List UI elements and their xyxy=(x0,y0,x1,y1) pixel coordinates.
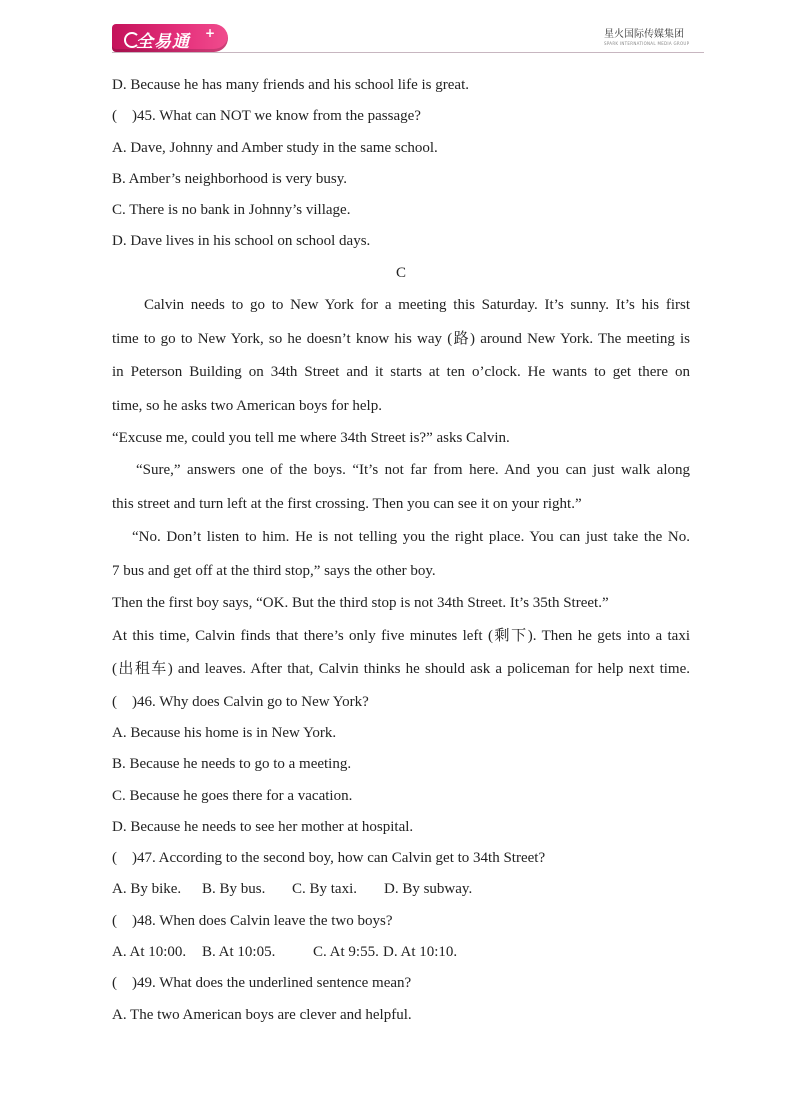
q48-option-d: D. At 10:10. xyxy=(383,944,458,961)
passage-line: time to go to New York, so he doesn’t know his way (路) around New York. The meeting is xyxy=(112,330,690,347)
logo-text: 全易通 xyxy=(136,32,190,52)
passage-line: (出租车) and leaves. After that, Calvin thinks he should ask a policeman for help next time. xyxy=(112,661,690,678)
q46-option-a: A. Because his home is in New York. xyxy=(112,724,337,741)
passage-line: At this time, Calvin finds that there’s only five minutes left (剩下). Then he gets into a taxi xyxy=(112,627,690,644)
passage-line: Calvin needs to go to New York for a meeting this Saturday. It’s sunny. It’s his first xyxy=(144,297,690,314)
q47-option-d: D. By subway. xyxy=(384,881,473,898)
q48-question: ( )48. When does Calvin leave the two boys? xyxy=(112,912,393,929)
brand-name: 星火国际传媒集团 xyxy=(604,29,684,40)
brand-block xyxy=(604,29,690,46)
q46-option-d: D. Because he needs to see her mother at hospital. xyxy=(112,818,414,835)
q48-options xyxy=(112,937,690,968)
header-divider xyxy=(112,52,704,53)
q48-option-b: B. At 10:05. xyxy=(202,944,276,961)
q49-option-a: A. The two American boys are clever and helpful. xyxy=(112,1006,412,1023)
q44-option-d: D. Because he has many friends and his school life is great. xyxy=(112,77,469,93)
passage-paragraph-4 xyxy=(112,521,690,588)
page-header xyxy=(0,0,800,60)
passage-paragraph-3 xyxy=(112,454,690,521)
page-content xyxy=(112,70,690,1031)
passage-line: this street and turn left at the first crossing. Then you can see it on your right.” xyxy=(112,495,582,512)
q47-option-a: A. By bike. xyxy=(112,881,182,898)
q47-option-c: C. By taxi. xyxy=(292,881,358,898)
q46-question: ( )46. Why does Calvin go to New York? xyxy=(112,693,369,710)
section-heading: C xyxy=(395,264,406,281)
passage-line: “Sure,” answers one of the boys. “It’s not far from here. And you can just walk along xyxy=(136,462,690,479)
q46-option-b: B. Because he needs to go to a meeting. xyxy=(112,756,352,773)
q46-option-c: C. Because he goes there for a vacation. xyxy=(112,787,353,804)
passage-line: 7 bus and get off at the third stop,” says the other boy. xyxy=(112,562,436,579)
passage-paragraph-5: Then the first boy says, “OK. But the third stop is not 34th Street. It’s 35th Street.” xyxy=(112,595,609,612)
passage-paragraph-1 xyxy=(112,289,690,423)
q45-option-a: A. Dave, Johnny and Amber study in the same school. xyxy=(112,139,438,156)
q47-options xyxy=(112,874,690,905)
q48-option-a: A. At 10:00. xyxy=(112,944,187,961)
passage-paragraph-2: “Excuse me, could you tell me where 34th Street is?” asks Calvin. xyxy=(112,430,510,447)
q45-option-b: B. Amber’s neighborhood is very busy. xyxy=(112,170,347,187)
q49-question: ( )49. What does the underlined sentence mean? xyxy=(112,975,412,992)
q47-question: ( )47. According to the second boy, how can Calvin get to 34th Street? xyxy=(112,850,546,867)
q45-option-d: D. Dave lives in his school on school days. xyxy=(112,233,371,250)
publisher-logo xyxy=(112,24,228,52)
q45-question: ( )45. What can NOT we know from the passage? xyxy=(112,108,421,125)
q45-option-c: C. There is no bank in Johnny’s village. xyxy=(112,202,351,219)
passage-line: time, so he asks two American boys for help. xyxy=(112,397,382,414)
brand-subtitle: SPARK INTERNATIONAL MEDIA GROUP xyxy=(604,41,690,46)
passage-line: in Peterson Building on 34th Street and it starts at ten o’clock. He wants to get there on xyxy=(112,364,690,381)
q47-option-b: B. By bus. xyxy=(202,881,266,898)
logo-plus-icon: + xyxy=(205,26,216,40)
passage-line: “No. Don’t listen to him. He is not telling you the right place. You can just take the No. xyxy=(132,529,690,546)
q48-option-c: C. At 9:55. xyxy=(313,944,379,961)
passage-paragraph-6 xyxy=(112,620,690,687)
